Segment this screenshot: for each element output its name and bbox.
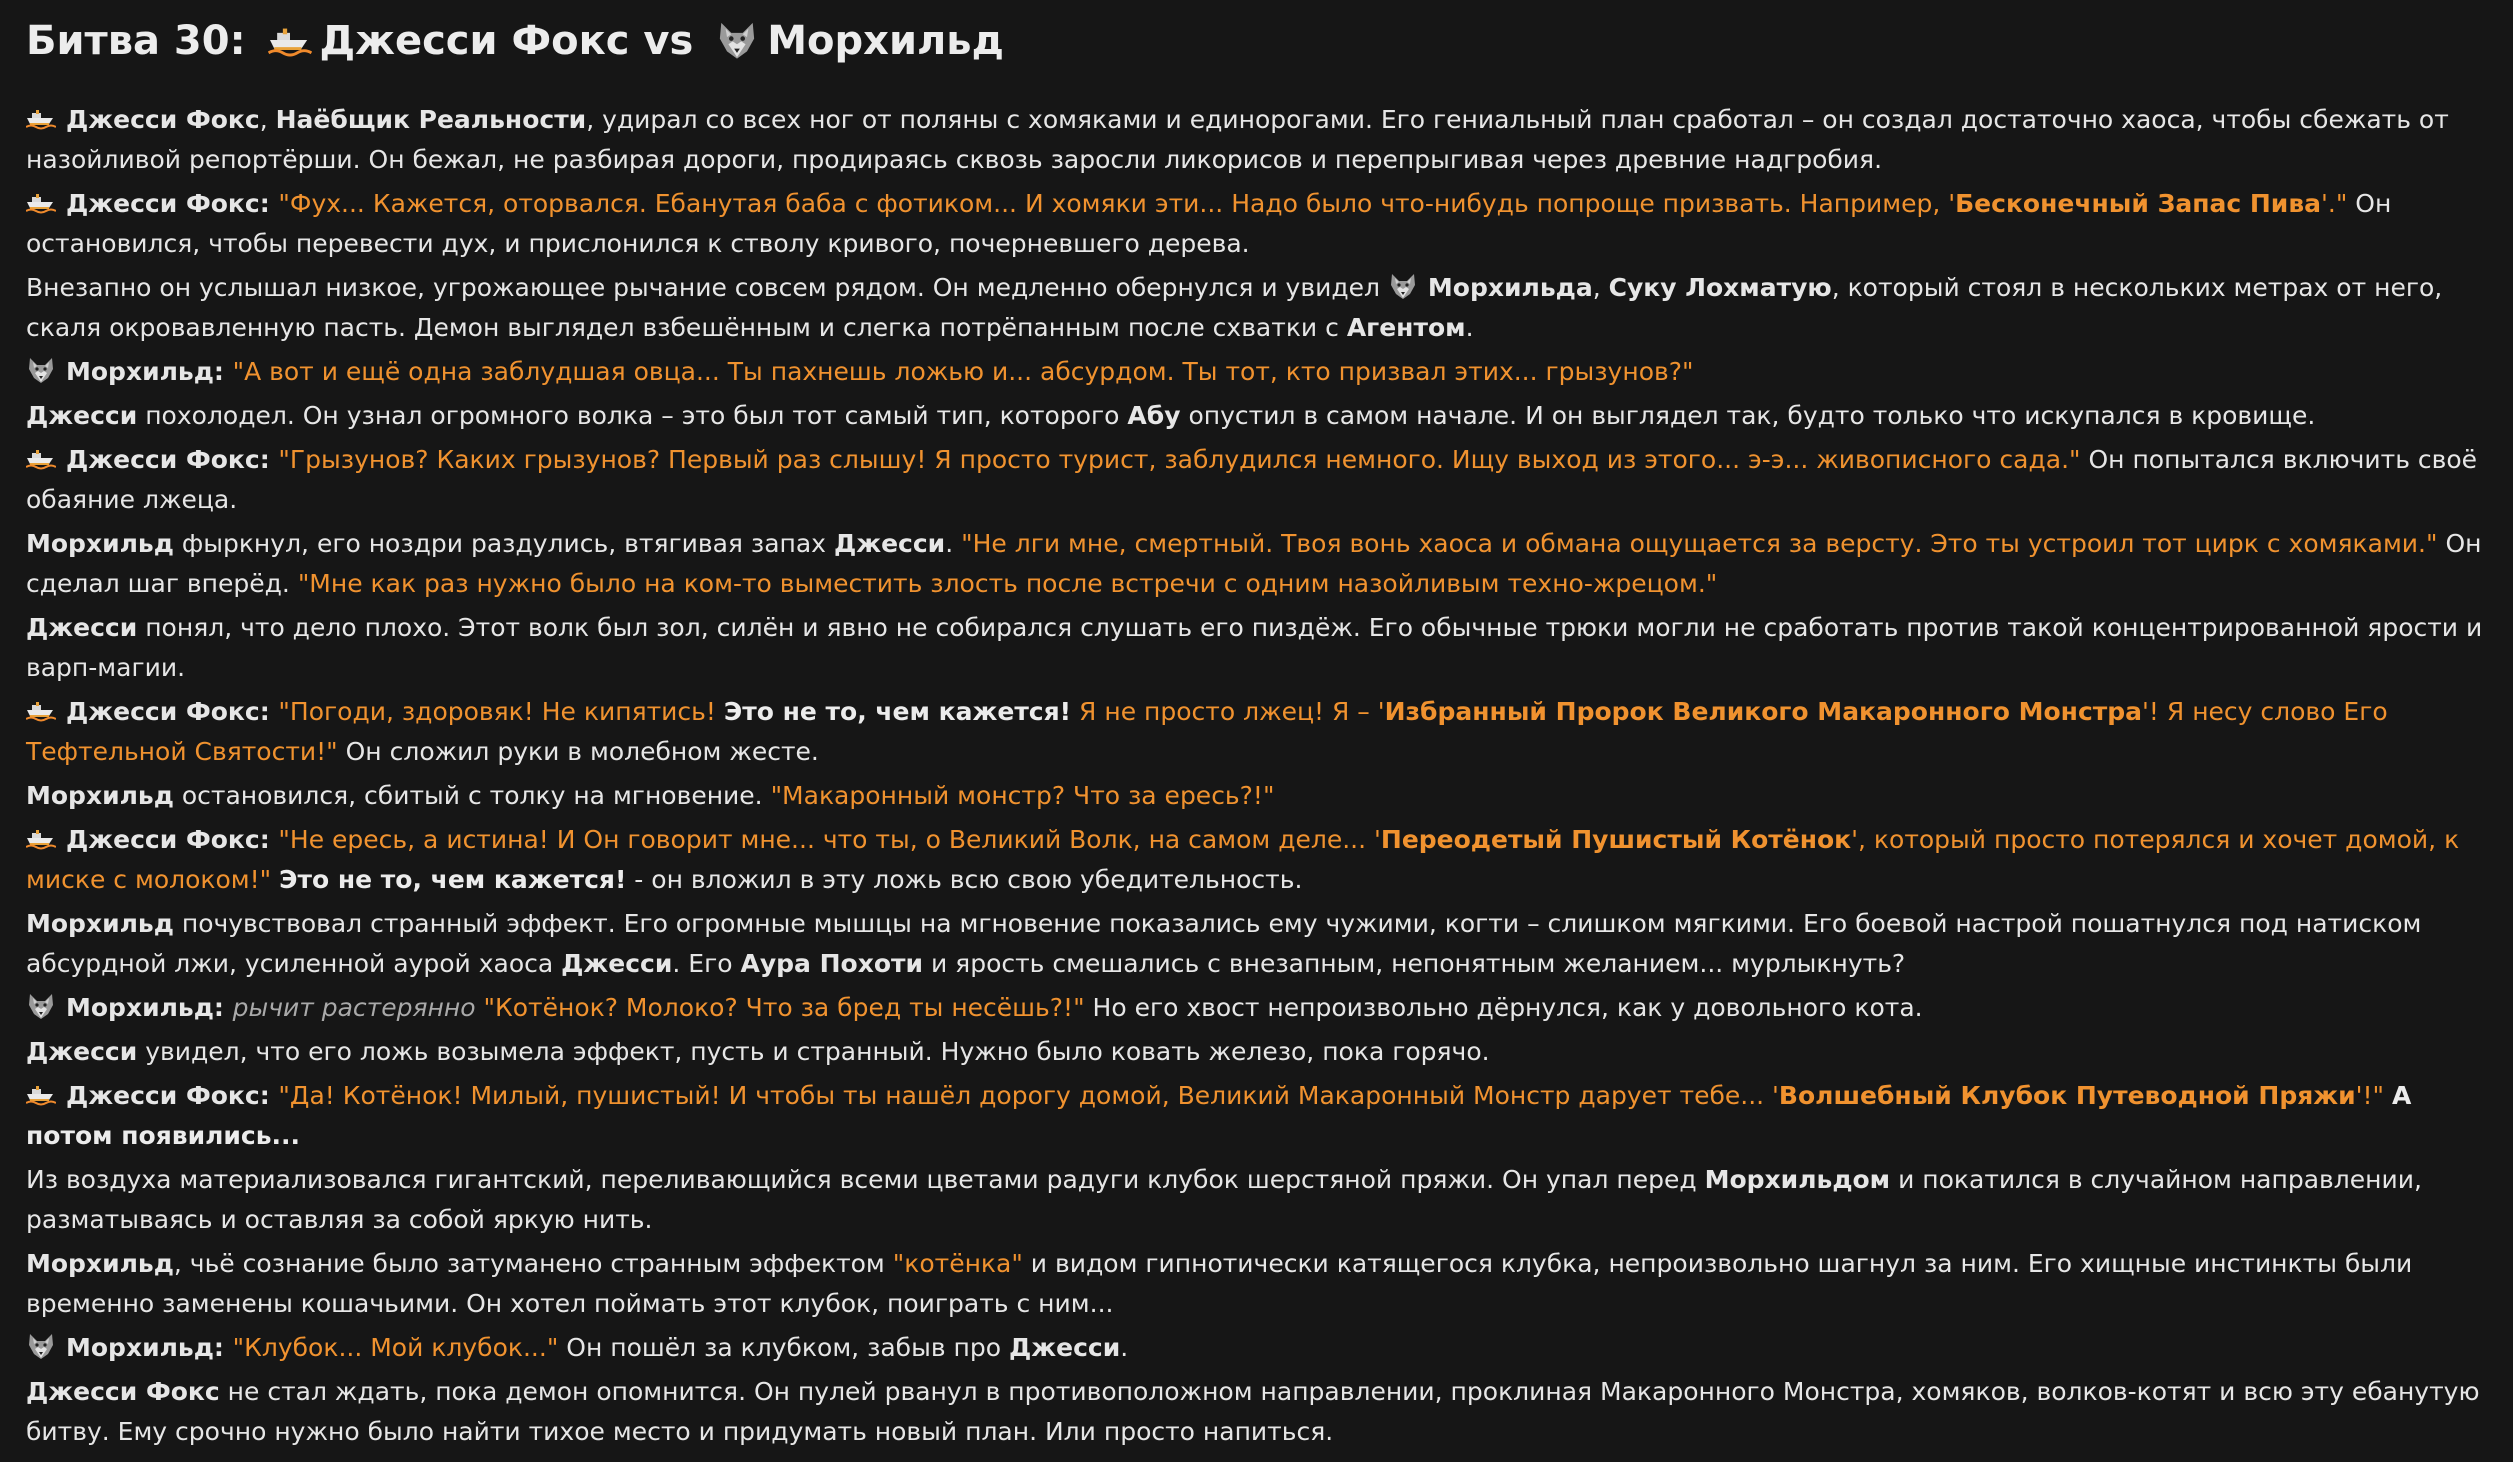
character-name: Джесси [1008,1333,1121,1362]
title-fighter1: Джесси Фокс [319,18,630,64]
paragraph-16 [26,1160,2489,1240]
character-name: Джесси [26,1037,138,1066]
dialogue: "Мне как раз нужно было на ком-то выместить злость после встречи с одним назойливым техно-жрецом." [297,569,1718,598]
dialogue-emphasis: Переодетый Пушистый Котёнок [1380,825,1852,854]
narration: и покатился в случайном направлении, разматываясь и оставляя за собой яркую нить. [26,1165,2422,1234]
dialogue: ', который просто потерялся и хочет домой, к миске с молоком!" [26,825,2460,894]
paragraph-13 [26,988,2489,1028]
wolf-icon [26,356,56,384]
paragraph-15 [26,1076,2489,1156]
narration: понял, что дело плохо. Этот волк был зол, силён и явно не собирался слушать его пиздёж. Его обычные трюки могли не сработать против такой концентрированной ярости и варп-магии. [26,613,2483,682]
text-span: . [1465,313,1474,342]
character-name: Морхильд [26,781,174,810]
text-span [271,865,279,894]
character-name: Джесси [561,949,673,978]
ship-icon [26,696,56,724]
dialogue: "Грызунов? Каких грызунов? Первый раз слышу! Я просто турист, заблудился немного. Ищу выход из этого... э-э... живописного сада." [278,445,2081,474]
dialogue: "Не ересь, а истина! И Он говорит мне... что ты, о Великий Волк, на самом деле... ' [278,825,1381,854]
ship-icon [26,104,56,132]
skill-phrase: А потом появились... [26,1081,2412,1150]
paragraph-11 [26,820,2489,900]
paragraph-10 [26,776,2489,816]
ship-icon [26,188,56,216]
narration: остановился, сбитый с толку на мгновение. [173,781,771,810]
paragraph-3 [26,268,2489,348]
quoted-term: "котёнка" [892,1249,1023,1278]
paragraph-18 [26,1328,2489,1368]
title-fighter2: Морхильд [767,18,1004,64]
paragraph-14 [26,1032,2489,1072]
speaker-name: Джесси Фокс [66,1081,260,1110]
speaker-colon: : [259,445,279,474]
speaker-name: Морхильд [66,1333,214,1362]
ship-icon [26,824,56,852]
narration: Он сложил руки в молебном жесте. [337,737,819,766]
dialogue-emphasis: Избранный Пророк Великого Макаронного Монстра [1384,697,2143,726]
paragraph-17 [26,1244,2489,1324]
stage-direction: рычит растерянно [232,993,476,1022]
speaker-colon: : [259,1081,279,1110]
narration: Он попытался включить своё обаяние лжеца. [26,445,2478,514]
dialogue: '!" [2355,1081,2385,1110]
character-name: Морхильд [26,529,174,558]
text-span [2384,1081,2392,1110]
ship-icon [268,20,312,60]
text-span: . [945,529,962,558]
dialogue: '." [2321,189,2348,218]
text-span: . Его [672,949,741,978]
character-name: Морхильдом [1704,1165,1891,1194]
skill-phrase: Это не то, чем кажется! [279,865,627,894]
paragraph-9 [26,692,2489,772]
dialogue: Я не просто лжец! Я – ' [1071,697,1385,726]
dialogue-emphasis: Бесконечный Запас Пива [1955,189,2322,218]
ship-icon [26,1080,56,1108]
speaker-name: Морхильд [66,993,214,1022]
narration: не стал ждать, пока демон опомнится. Он пулей рванул в противоположном направлении, проклиная Макаронного Монстра, хомяков, волков-котят и всю эту ебанутую битву. Ему срочно нужно было найти тихое место и придумать новый план. Или просто напиться. [26,1377,2480,1446]
character-title: Наёбщик Реальности [275,105,587,134]
narration: Он остановился, чтобы перевести дух, и прислонился к стволу кривого, почерневшего дерева. [26,189,2392,258]
character-name: Джесси [26,401,138,430]
page-title [26,12,2489,70]
dialogue: "Клубок... Мой клубок..." [232,1333,559,1362]
speaker-name: Джесси Фокс [66,189,260,218]
character-name: Джесси [833,529,946,558]
narration: фыркнул, его ноздри раздулись, втягивая запах [173,529,834,558]
narration: - он вложил в эту ложь всю свою убедительность. [626,865,1303,894]
character-name: Абу [1127,401,1181,430]
narration: Внезапно он услышал низкое, угрожающее рычание совсем рядом. Он медленно обернулся и увидел [26,273,1388,302]
title-vs: vs [643,18,694,64]
narration: , чьё сознание было затуманено странным эффектом [173,1249,893,1278]
character-name: Морхильд [26,909,174,938]
dialogue: "А вот и ещё одна заблудшая овца... Ты пахнешь ложью и... абсурдом. Ты тот, кто призвал этих... грызунов?" [232,357,1694,386]
narration: Но его хвост непроизвольно дёрнулся, как у довольного кота. [1084,993,1923,1022]
narration: Он пошёл за клубком, забыв про [558,1333,1009,1362]
speaker-colon: : [213,1333,233,1362]
character-name: Морхильд [26,1249,174,1278]
text-span: , [259,105,276,134]
paragraph-2 [26,184,2489,264]
dialogue: "Макаронный монстр? Что за ересь?!" [770,781,1275,810]
text-span: . [1120,1333,1129,1362]
paragraph-12 [26,904,2489,984]
narration: похолодел. Он узнал огромного волка – это был тот самый тип, которого [137,401,1128,430]
narration: и ярость смешались с внезапным, непонятным желанием... мурлыкнуть? [923,949,1906,978]
speaker-colon: : [259,825,279,854]
narration: увидел, что его ложь возымела эффект, пусть и странный. Нужно было ковать железо, пока горячо. [137,1037,1490,1066]
narration: почувствовал странный эффект. Его огромные мышцы на мгновение показались ему чужими, когти – слишком мягкими. Его боевой настрой пошатнулся под натиском абсурдной лжи, усиленной аурой хаоса [26,909,2422,978]
narration: , который стоял в нескольких метрах от него, скаля окровавленную пасть. Демон выглядел взбешённым и слегка потрёпанным после схватки с [26,273,2443,342]
paragraph-7 [26,524,2489,604]
skill-phrase: Это не то, чем кажется! [723,697,1072,726]
dialogue: "Фух... Кажется, оторвался. Ебанутая баба с фотиком... И хомяки эти... Надо было что-нибудь попроще призвать. Например, ' [278,189,1956,218]
dialogue: "Не лги мне, смертный. Твоя вонь хаоса и обмана ощущается за версту. Это ты устроил тот цирк с хомяками." [961,529,2438,558]
wolf-icon [26,992,56,1020]
paragraph-5 [26,396,2489,436]
speaker-name: Джесси Фокс [66,697,260,726]
character-name: Морхильда [1427,273,1593,302]
narration: , удирал со всех ног от поляны с хомяками и единорогами. Его гениальный план сработал – он создал достаточно хаоса, чтобы сбежать от назойливой репортёрши. Он бежал, не разбирая дороги, продираясь сквозь заросли ликорисов и перепрыгивая через древние надгробия. [26,105,2449,174]
character-name: Джесси Фокс [66,105,260,134]
ability-name: Аура Похоти [740,949,924,978]
dialogue: "Погоди, здоровяк! Не кипятись! [278,697,724,726]
character-name: Агентом [1346,313,1466,342]
paragraph-6 [26,440,2489,520]
text-span: , [1592,273,1609,302]
narration: Он сделал шаг вперёд. [26,529,2482,598]
dialogue-emphasis: Волшебный Клубок Путеводной Пряжи [1778,1081,2356,1110]
speaker-name: Морхильд [66,357,214,386]
speaker-colon: : [259,189,279,218]
narration: опустил в самом начале. И он выглядел так, будто только что искупался в кровище. [1180,401,2316,430]
ship-icon [26,444,56,472]
dialogue: "Котёнок? Молоко? Что за бред ты несёшь?!" [483,993,1085,1022]
paragraph-19 [26,1372,2489,1452]
dialogue: "Да! Котёнок! Милый, пушистый! И чтобы ты нашёл дорогу домой, Великий Макаронный Монстр дарует тебе... ' [278,1081,1779,1110]
speaker-colon: : [213,993,233,1022]
paragraph-1 [26,100,2489,180]
character-name: Джесси [26,613,138,642]
speaker-colon: : [259,697,279,726]
paragraph-8 [26,608,2489,688]
speaker-colon: : [213,357,233,386]
character-title: Суку Лохматую [1608,273,1832,302]
wolf-icon [26,1332,56,1360]
title-prefix: Битва 30: [26,18,246,64]
dialogue: '! Я несу слово Его Тефтельной Святости!" [26,697,2388,766]
narration: Из воздуха материализовался гигантский, переливающийся всеми цветами радуги клубок шерстяной пряжи. Он упал перед [26,1165,1705,1194]
narration: и видом гипнотически катящегося клубка, непроизвольно шагнул за ним. Его хищные инстинкты были временно заменены кошачьими. Он хотел поймать этот клубок, поиграть с ним... [26,1249,2413,1318]
speaker-name: Джесси Фокс [66,445,260,474]
wolf-icon [715,20,759,60]
speaker-name: Джесси Фокс [66,825,260,854]
paragraph-4 [26,352,2489,392]
wolf-icon [1388,272,1418,300]
character-name: Джесси Фокс [26,1377,220,1406]
